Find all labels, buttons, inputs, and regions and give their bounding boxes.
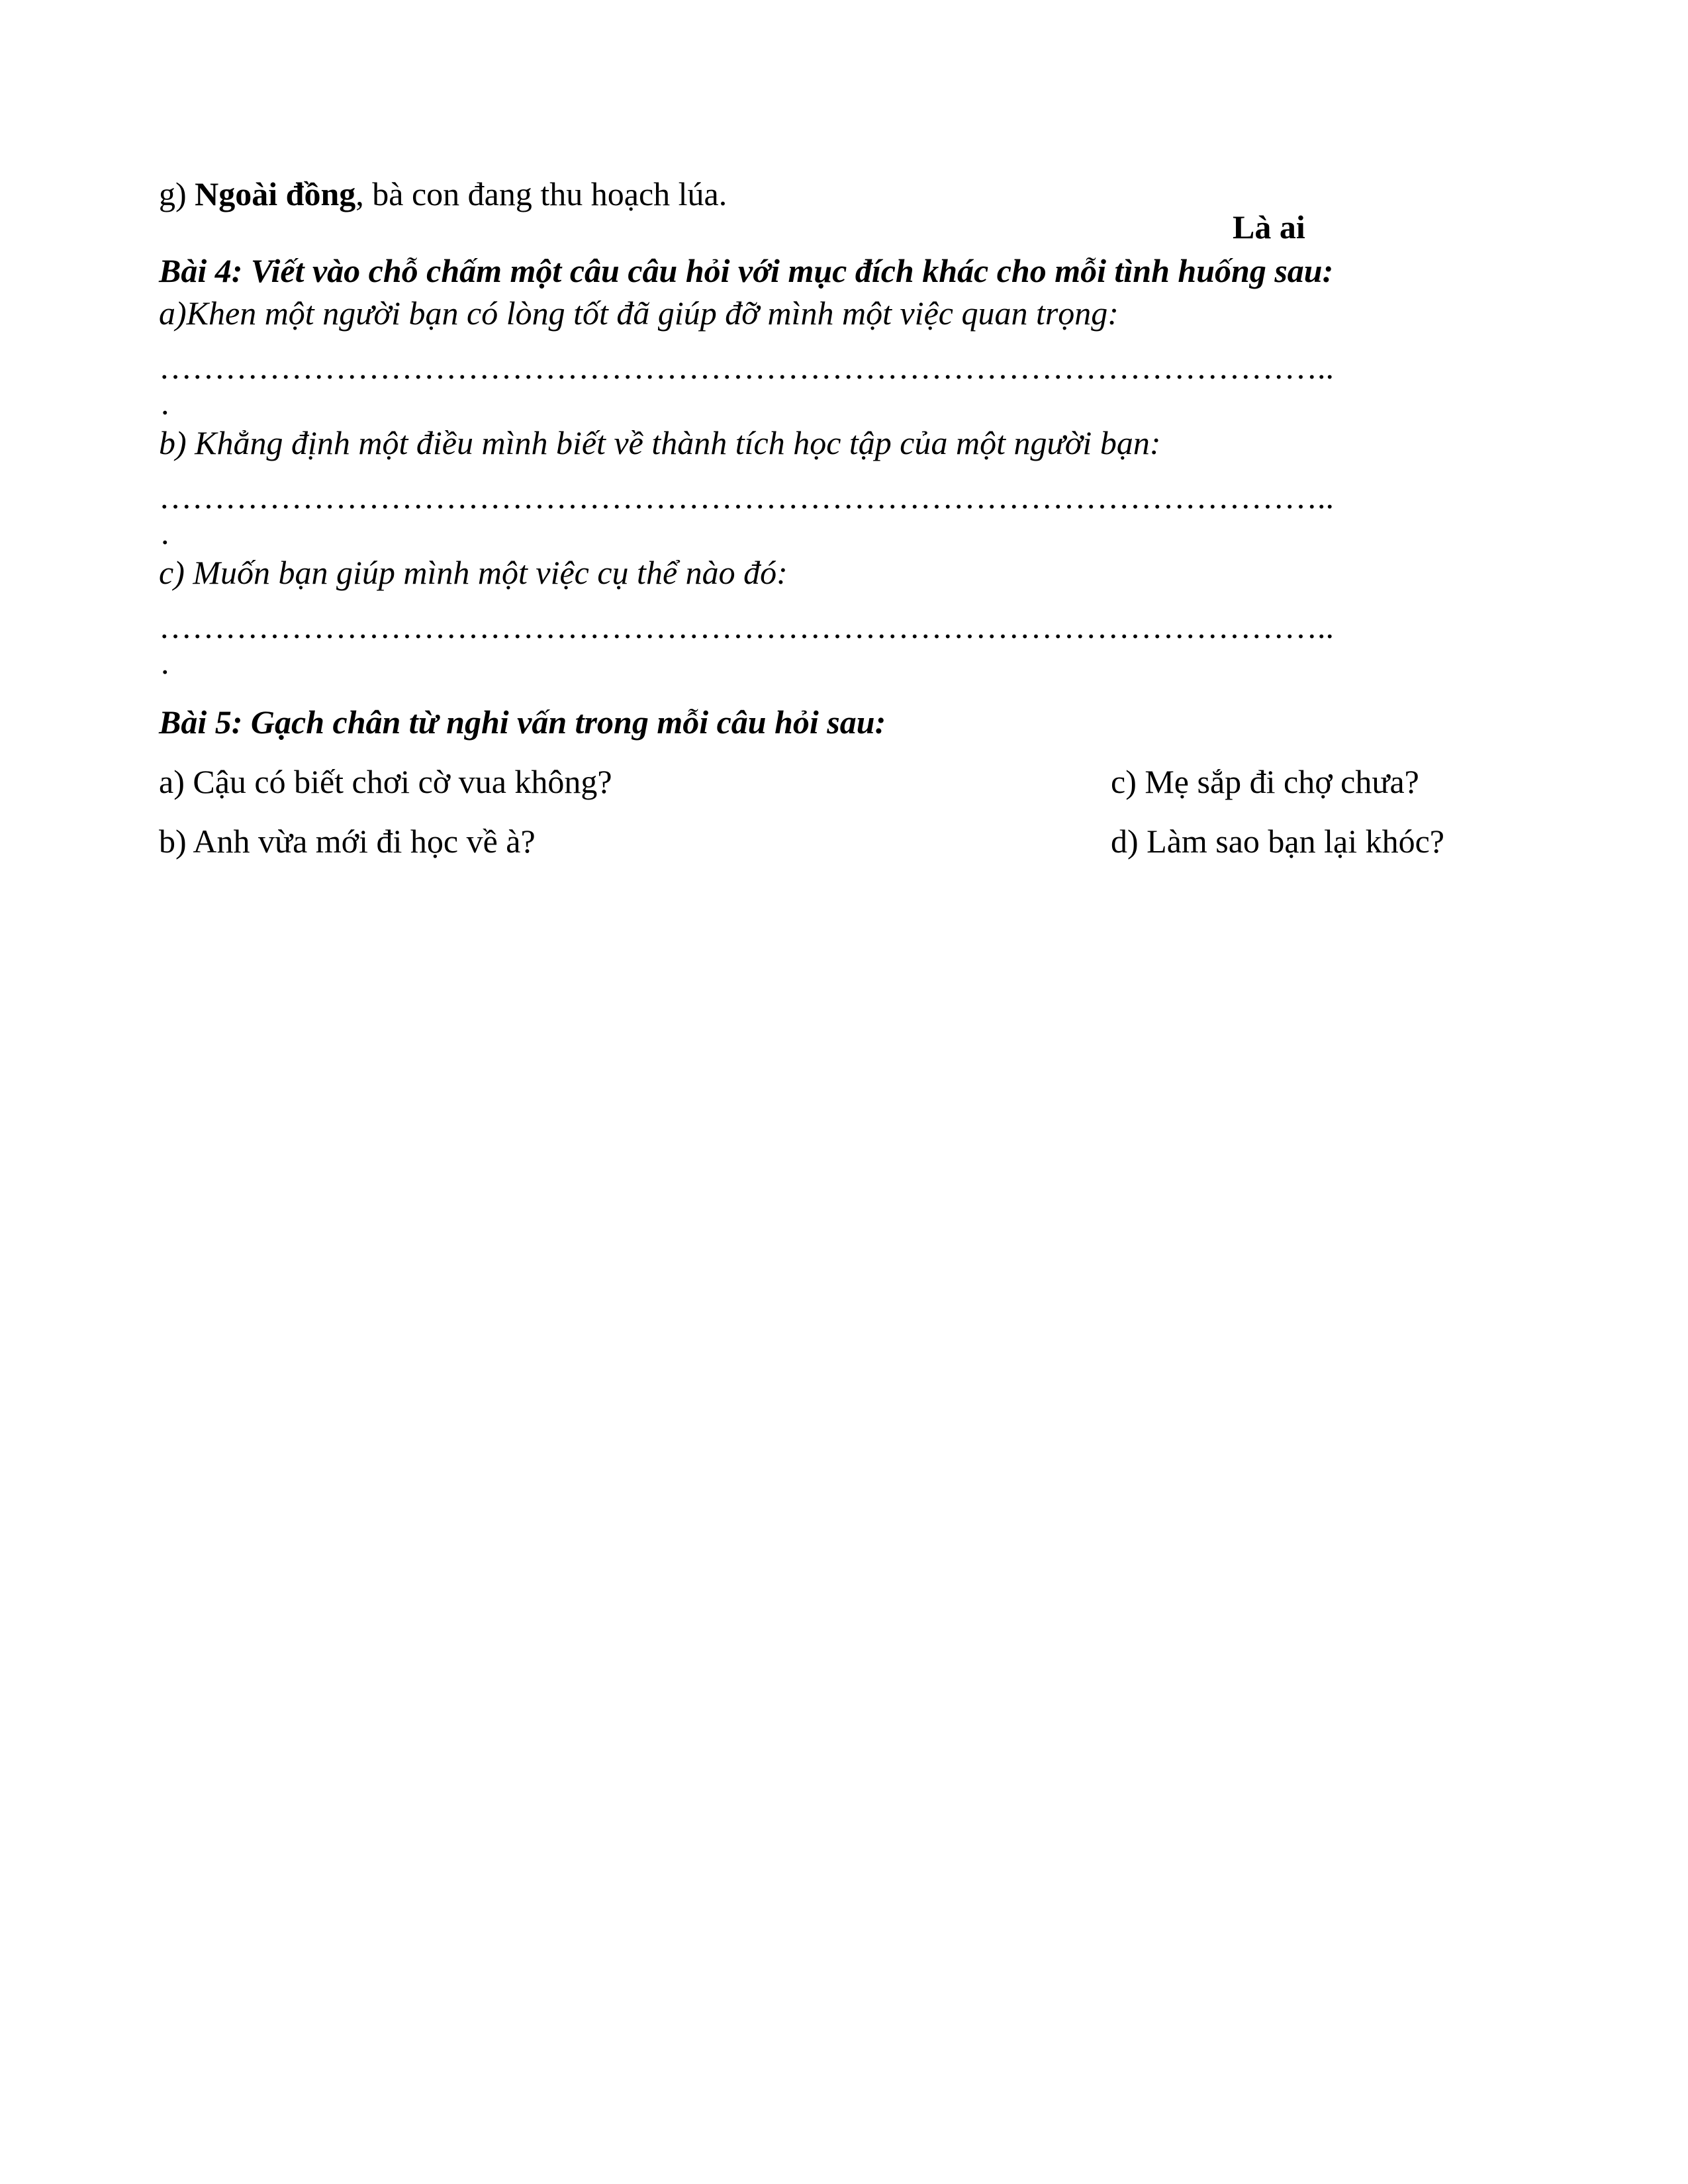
answer-label: Là ai [1233,208,1305,246]
exercise-5-item-d: d) Làm sao bạn lại khóc? [1111,823,1444,860]
exercise-5-item-c: c) Mẹ sắp đi chợ chưa? [1111,763,1419,800]
exercise-5-title: Bài 5: Gạch chân từ nghi vấn trong mỗi câu hỏi sau: [159,704,886,741]
exercise-5-item-b: b) Anh vừa mới đi học về à? [159,823,536,860]
exercise-5-item-a: a) Cậu có biết chơi cờ vua không? [159,763,612,800]
answer-dotted-line-a: …………………………………………………………………………………………….. [159,351,1334,384]
sentence-g-prefix: g) [159,175,195,212]
answer-dotted-line-b: …………………………………………………………………………………………….. [159,480,1334,514]
exercise-4-item-a: a)Khen một người bạn có lòng tốt đã giúp đỡ mình một việc quan trọng: [159,295,1119,332]
sentence-g-rest: , bà con đang thu hoạch lúa. [355,175,727,212]
answer-dotted-line-b-tail: . [161,514,169,551]
exercise-4-item-c: c) Muốn bạn giúp mình một việc cụ thể nào đó: [159,554,788,591]
exercise-4-title: Bài 4: Viết vào chỗ chấm một câu câu hỏi với mục đích khác cho mỗi tình huống sau: [159,252,1334,289]
exercise-4-item-b: b) Khẳng định một điều mình biết về thành tích học tập của một người bạn: [159,424,1161,461]
sentence-g-bold-phrase: Ngoài đồng [195,175,356,212]
answer-dotted-line-c: …………………………………………………………………………………………….. [159,610,1334,643]
answer-dotted-line-a-tail: . [161,385,169,422]
sentence-g [159,177,727,210]
answer-dotted-line-c-tail: . [161,644,169,681]
